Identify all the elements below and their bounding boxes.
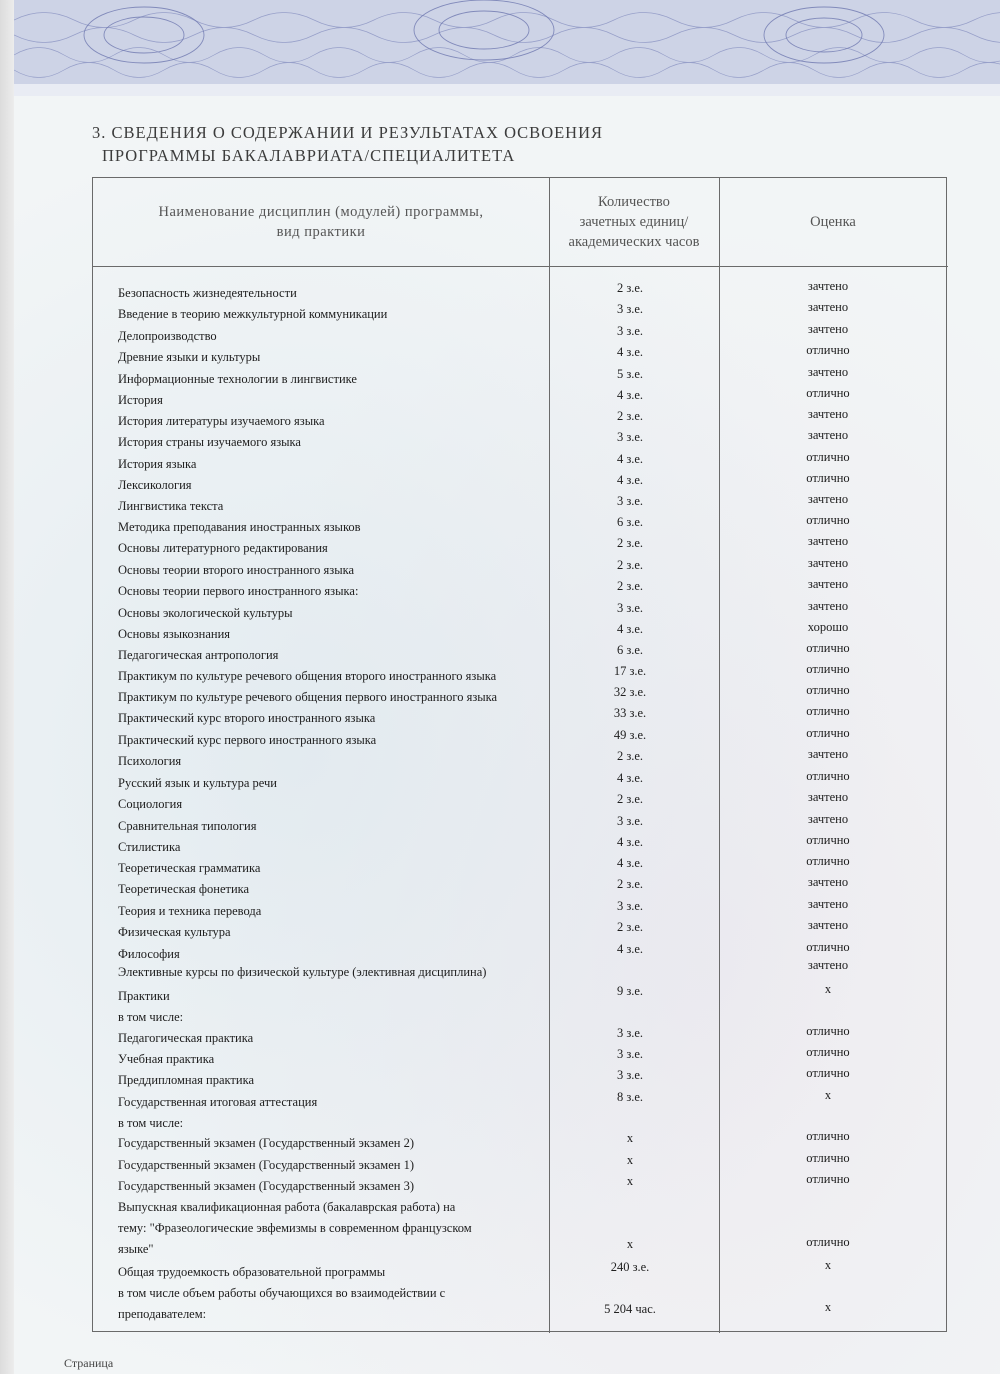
- discipline-name: Философия: [118, 947, 180, 961]
- discipline-name: Теоретическая фонетика: [118, 882, 250, 896]
- credits-value: 2 з.е.: [616, 409, 644, 423]
- discipline-name: Общая трудоемкость образовательной программы: [118, 1265, 386, 1279]
- grade-value: отлично: [806, 769, 850, 783]
- discipline-name: Теория и техника перевода: [118, 904, 262, 918]
- grade-value: зачтено: [807, 577, 849, 591]
- discipline-name: Государственный экзамен (Государственный экзамен 2): [118, 1136, 414, 1150]
- grade-value: отлично: [806, 1066, 850, 1080]
- credits-value: 4 з.е.: [616, 452, 644, 466]
- credits-value: x: [626, 1131, 634, 1145]
- grade-value: зачтено: [807, 300, 849, 314]
- discipline-name: Древние языки и культуры: [118, 350, 261, 364]
- credits-value: 240 з.е.: [610, 1260, 650, 1274]
- grade-value: отлично: [806, 1129, 850, 1143]
- grade-value: зачтено: [807, 365, 849, 379]
- credits-value: 2 з.е.: [616, 558, 644, 572]
- discipline-name: Безопасность жизнедеятельности: [118, 286, 297, 300]
- grade-value: зачтено: [807, 747, 849, 761]
- discipline-name: Лингвистика текста: [118, 499, 224, 513]
- grade-value: отлично: [806, 471, 850, 485]
- discipline-name: Практикум по культуре речевого общения второго иностранного языка: [118, 669, 497, 683]
- credits-value: 3 з.е.: [616, 302, 644, 316]
- grade-value: отлично: [806, 1024, 850, 1038]
- discipline-name: тему: "Фразеологические эвфемизмы в современном французском: [118, 1221, 472, 1235]
- credits-value: 3 з.е.: [616, 430, 644, 444]
- credits-value: 49 з.е.: [613, 728, 647, 742]
- discipline-name: Практики: [118, 989, 170, 1003]
- discipline-name: Основы экологической культуры: [118, 606, 293, 620]
- credits-value: 3 з.е.: [616, 601, 644, 615]
- grade-value: отлично: [806, 854, 850, 868]
- discipline-name: Социология: [118, 797, 183, 811]
- grade-value: отлично: [806, 833, 850, 847]
- column-divider: [549, 178, 550, 1333]
- credits-value: 32 з.е.: [613, 685, 647, 699]
- grade-value: отлично: [806, 726, 850, 740]
- credits-value: 2 з.е.: [616, 792, 644, 806]
- credits-value: x: [626, 1174, 634, 1188]
- credits-value: x: [626, 1153, 634, 1167]
- credits-value: 2 з.е.: [616, 281, 644, 295]
- discipline-name: Основы литературного редактирования: [118, 541, 328, 555]
- grade-value: отлично: [806, 1235, 850, 1249]
- credits-value: 2 з.е.: [616, 920, 644, 934]
- credits-value: 2 з.е.: [616, 536, 644, 550]
- credits-value: 4 з.е.: [616, 835, 644, 849]
- credits-value: 3 з.е.: [616, 324, 644, 338]
- discipline-name: История литературы изучаемого языка: [118, 414, 325, 428]
- credits-value: 17 з.е.: [613, 664, 647, 678]
- grade-value: зачтено: [807, 897, 849, 911]
- credits-value: 6 з.е.: [616, 643, 644, 657]
- discipline-name: Практикум по культуре речевого общения первого иностранного языка: [118, 690, 498, 704]
- grade-value: зачтено: [807, 534, 849, 548]
- grade-value: x: [824, 1258, 832, 1272]
- credits-value: 9 з.е.: [616, 984, 644, 998]
- discipline-name: Физическая культура: [118, 925, 231, 939]
- discipline-name: Учебная практика: [118, 1052, 215, 1066]
- discipline-name: в том числе:: [118, 1010, 184, 1024]
- credits-value: 4 з.е.: [616, 345, 644, 359]
- discipline-name: Государственный экзамен (Государственный экзамен 1): [118, 1158, 414, 1172]
- grade-value: зачтено: [807, 492, 849, 506]
- credits-value: 3 з.е.: [616, 494, 644, 508]
- grade-value: отлично: [806, 1045, 850, 1059]
- grade-value: отлично: [806, 683, 850, 697]
- section-title-line-2: ПРОГРАММЫ БАКАЛАВРИАТА/СПЕЦИАЛИТЕТА: [102, 146, 516, 165]
- discipline-name: Педагогическая практика: [118, 1031, 254, 1045]
- grade-value: зачтено: [807, 556, 849, 570]
- guilloche-border-ornament: [14, 0, 1000, 96]
- header-credits: Количество зачетных единиц/ академических часов: [568, 194, 700, 250]
- grade-value: отлично: [806, 1172, 850, 1186]
- grade-value: отлично: [806, 513, 850, 527]
- credits-value: 3 з.е.: [616, 1068, 644, 1082]
- discipline-name: Стилистика: [118, 840, 181, 854]
- discipline-name: История: [118, 393, 163, 407]
- credits-value: 2 з.е.: [616, 579, 644, 593]
- credits-value: 2 з.е.: [616, 877, 644, 891]
- credits-value: 4 з.е.: [616, 473, 644, 487]
- discipline-name: в том числе:: [118, 1116, 184, 1130]
- grade-value: зачтено: [807, 918, 849, 932]
- discipline-name: Основы теории первого иностранного языка:: [118, 584, 359, 598]
- discipline-name: Практический курс первого иностранного языка: [118, 733, 377, 747]
- grade-value: хорошо: [807, 620, 849, 634]
- discipline-name: Лексикология: [118, 478, 192, 492]
- credits-value: 3 з.е.: [616, 1026, 644, 1040]
- discipline-name: Педагогическая антропология: [118, 648, 279, 662]
- column-divider: [719, 178, 720, 1333]
- grade-value: зачтено: [807, 790, 849, 804]
- discipline-name: Методика преподавания иностранных языков: [118, 520, 361, 534]
- grade-value: отлично: [806, 450, 850, 464]
- discipline-name: Государственный экзамен (Государственный экзамен 3): [118, 1179, 414, 1193]
- credits-value: 5 204 час.: [604, 1302, 656, 1316]
- header-grade: Оценка: [810, 214, 856, 230]
- page-label: Страница: [64, 1356, 114, 1370]
- discipline-name: Элективные курсы по физической культуре (элективная дисциплина): [118, 965, 487, 979]
- grade-value: отлично: [806, 704, 850, 718]
- page-edge: [0, 0, 14, 1374]
- discipline-name: История страны изучаемого языка: [118, 435, 301, 449]
- discipline-name: Основы теории второго иностранного языка: [118, 563, 355, 577]
- discipline-name: Психология: [118, 754, 182, 768]
- discipline-name: Выпускная квалификационная работа (бакалаврская работа) на: [118, 1200, 456, 1214]
- grade-value: зачтено: [807, 428, 849, 442]
- grade-value: зачтено: [807, 279, 849, 293]
- section-title: [92, 121, 792, 167]
- table-header: [93, 178, 948, 267]
- grade-value: зачтено: [807, 958, 849, 972]
- grade-value: отлично: [806, 343, 850, 357]
- grade-value: x: [824, 1088, 832, 1102]
- credits-value: 4 з.е.: [616, 388, 644, 402]
- grade-value: отлично: [806, 662, 850, 676]
- credits-value: 3 з.е.: [616, 1047, 644, 1061]
- credits-value: 3 з.е.: [616, 899, 644, 913]
- header-discipline: Наименование дисциплин (модулей) программы, вид практики: [158, 204, 484, 240]
- discipline-name: Введение в теорию межкультурной коммуникации: [118, 307, 388, 321]
- grade-value: зачтено: [807, 407, 849, 421]
- credits-value: 3 з.е.: [616, 814, 644, 828]
- discipline-name: в том числе объем работы обучающихся во взаимодействии с: [118, 1286, 446, 1300]
- discipline-name: Русский язык и культура речи: [118, 776, 277, 790]
- credits-value: 6 з.е.: [616, 515, 644, 529]
- discipline-name: Практический курс второго иностранного языка: [118, 711, 376, 725]
- credits-value: 4 з.е.: [616, 942, 644, 956]
- credits-value: x: [626, 1237, 634, 1251]
- credits-value: 4 з.е.: [616, 622, 644, 636]
- discipline-name: Информационные технологии в лингвистике: [118, 372, 357, 386]
- discipline-name: Преддипломная практика: [118, 1073, 255, 1087]
- credits-value: 4 з.е.: [616, 856, 644, 870]
- discipline-name: преподавателем:: [118, 1307, 207, 1321]
- discipline-name: Теоретическая грамматика: [118, 861, 261, 875]
- discipline-name: Сравнительная типология: [118, 819, 257, 833]
- discipline-name: Основы языкознания: [118, 627, 231, 641]
- discipline-name: Делопроизводство: [118, 329, 217, 343]
- credits-value: 2 з.е.: [616, 749, 644, 763]
- grade-value: отлично: [806, 641, 850, 655]
- credits-value: 8 з.е.: [616, 1090, 644, 1104]
- grade-value: зачтено: [807, 322, 849, 336]
- section-title-line-1: 3. СВЕДЕНИЯ О СОДЕРЖАНИИ И РЕЗУЛЬТАТАХ ОСВОЕНИЯ: [92, 123, 604, 142]
- grade-value: отлично: [806, 1151, 850, 1165]
- credits-value: 33 з.е.: [613, 706, 647, 720]
- grade-value: отлично: [806, 940, 850, 954]
- grade-value: отлично: [806, 386, 850, 400]
- grade-value: зачтено: [807, 812, 849, 826]
- discipline-name: История языка: [118, 457, 197, 471]
- credits-value: 4 з.е.: [616, 771, 644, 785]
- grade-value: зачтено: [807, 875, 849, 889]
- grade-value: x: [824, 1300, 832, 1314]
- discipline-name: языке": [118, 1242, 154, 1256]
- grade-value: x: [824, 982, 832, 996]
- discipline-name: Государственная итоговая аттестация: [118, 1095, 318, 1109]
- credits-value: 5 з.е.: [616, 367, 644, 381]
- grade-value: зачтено: [807, 599, 849, 613]
